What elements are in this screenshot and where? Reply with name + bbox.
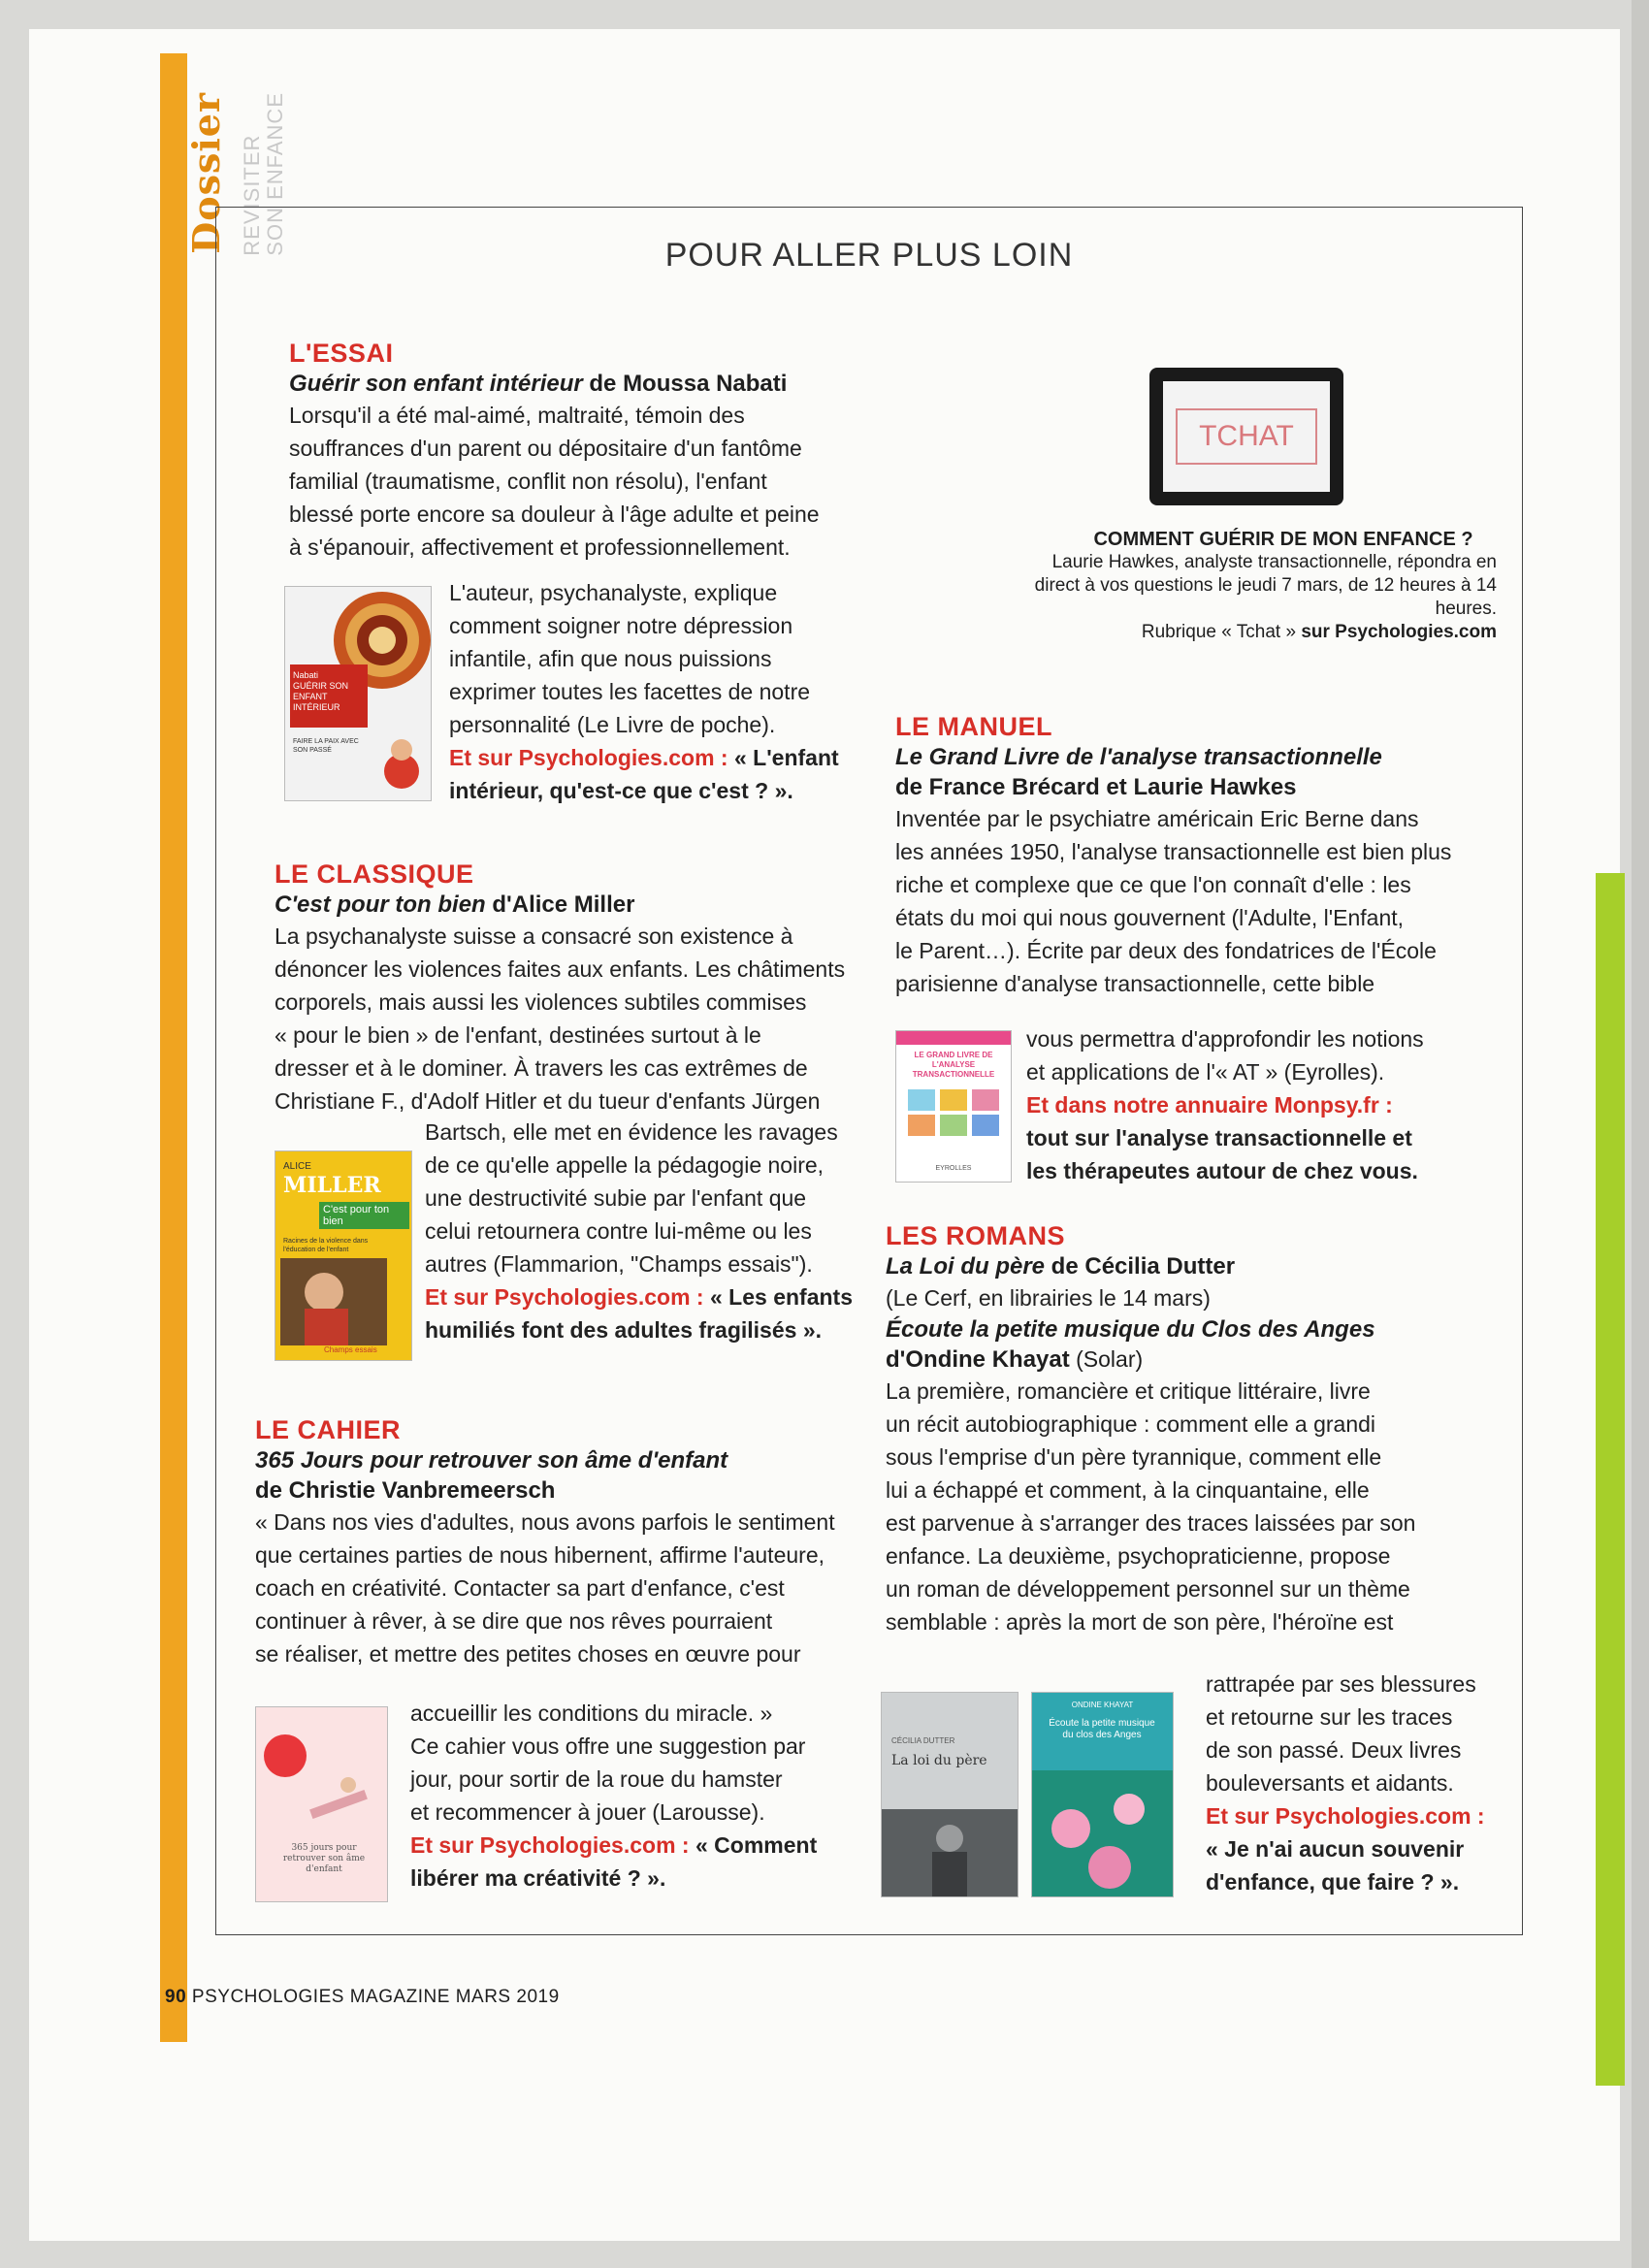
section-body-side: [410, 1697, 876, 1895]
body-line: comment soigner notre dépression: [449, 613, 793, 638]
cover-subtitle: Racines de la violence dans l'éducation de l'enfant: [283, 1238, 369, 1253]
book-cover-classique: [275, 1150, 412, 1361]
section-romans: [886, 1221, 1516, 1895]
body-line: La psychanalyste suisse a consacré son existence à: [275, 923, 793, 949]
web-link-label[interactable]: Et sur Psychologies.com :: [410, 1832, 690, 1858]
body-line: dénoncer les violences faites aux enfants. Les châtiments: [275, 956, 846, 982]
book-title-italic: C'est pour ton bien: [275, 891, 486, 918]
web-link-text[interactable]: « Je n'ai aucun souvenir: [1206, 1836, 1465, 1862]
section-body-side: [425, 1116, 881, 1346]
body-line: et retourne sur les traces: [1206, 1704, 1453, 1730]
section-label: LE CLASSIQUE: [275, 859, 474, 889]
book-author: de France Brécard et Laurie Hawkes: [895, 774, 1297, 800]
body-line: autres (Flammarion, "Champs essais").: [425, 1251, 813, 1277]
cover-author: Nabati: [293, 670, 319, 680]
book-title: Le Grand Livre de l'analyse transactionnelle: [895, 744, 1382, 770]
section-label: LES ROMANS: [886, 1221, 1066, 1250]
book-cover-essai: [284, 586, 432, 801]
body-line: un récit autobiographique : comment elle a grandi: [886, 1411, 1376, 1437]
body-line: de ce qu'elle appelle la pédagogie noire,: [425, 1152, 824, 1178]
tchat-link[interactable]: [992, 621, 1497, 644]
book-title: [289, 369, 871, 399]
cover-text: [293, 670, 365, 713]
cover-title: LE GRAND LIVRE DE L'ANALYSE TRANSACTIONNELLE: [912, 1051, 995, 1079]
web-link-label[interactable]: Et sur Psychologies.com :: [449, 745, 728, 770]
next-page-edge: [1632, 0, 1649, 2268]
body-line: et applications de l'« AT » (Eyrolles).: [1026, 1059, 1385, 1085]
book-author: de Moussa Nabati: [582, 371, 788, 397]
body-line: et recommencer à jouer (Larousse).: [410, 1799, 765, 1825]
cover-art: [1032, 1770, 1173, 1896]
body-line: celui retournera contre lui-même ou les: [425, 1218, 812, 1244]
magazine-issue: PSYCHOLOGIES MAGAZINE MARS 2019: [191, 1987, 560, 2007]
cover-title: 365 jours pour retrouver son âme d'enfant: [282, 1843, 366, 1874]
book-publisher: (Solar): [1069, 1346, 1144, 1372]
book-author: d'Ondine Khayat: [886, 1346, 1070, 1373]
section-body: [275, 920, 876, 1118]
body-line: de son passé. Deux livres: [1206, 1737, 1462, 1763]
cover-series: Champs essais: [324, 1345, 377, 1354]
body-line: « Dans nos vies d'adultes, nous avons parfois le sentiment: [255, 1509, 835, 1535]
body-line: vous permettra d'approfondir les notions: [1026, 1026, 1424, 1052]
body-line: Bartsch, elle met en évidence les ravages: [425, 1119, 838, 1145]
tablet-screen: [1163, 381, 1330, 492]
section-body-side: [449, 576, 876, 807]
book-author-2: [886, 1345, 1516, 1375]
section-body: [895, 802, 1516, 1000]
section-manuel: [895, 712, 1516, 1183]
cover-title: La loi du père: [891, 1753, 987, 1768]
body-line: dresser et à le dominer. À travers les cas extrêmes de: [275, 1055, 808, 1081]
body-line: La première, romancière et critique littéraire, livre: [886, 1378, 1371, 1404]
body-line: souffrances d'un parent ou dépositaire d'un fantôme: [289, 436, 802, 461]
book-cover-manuel: [895, 1030, 1012, 1183]
body-line: Inventée par le psychiatre américain Eric Berne dans: [895, 806, 1419, 831]
section-label: LE CAHIER: [255, 1415, 402, 1444]
book-author: d'Alice Miller: [485, 891, 635, 918]
cover-publisher: EYROLLES: [935, 1165, 972, 1172]
article-frame: [215, 207, 1523, 1935]
page-footer: [165, 1987, 560, 2008]
body-line: sous l'emprise d'un père tyrannique, comment elle: [886, 1444, 1382, 1470]
body-line: le Parent…). Écrite par deux des fondatrices de l'École: [895, 938, 1437, 963]
book-title-italic: La Loi du père: [886, 1253, 1046, 1280]
cover-author: ONDINE KHAYAT: [1071, 1701, 1134, 1709]
body-line: parisienne d'analyse transactionnelle, cette bible: [895, 971, 1375, 996]
body-line: états du moi qui nous gouvernent (l'Adulte, l'Enfant,: [895, 905, 1405, 930]
book-cover-cahier: [255, 1706, 388, 1902]
next-page-green-strip: [1596, 873, 1625, 2086]
book-author: de Cécilia Dutter: [1045, 1253, 1236, 1280]
cover-author-first: ALICE: [283, 1161, 311, 1172]
section-body-side: [1026, 1022, 1511, 1187]
tchat-line: Laurie Hawkes, analyste transactionnelle, répondra en: [1051, 552, 1497, 572]
web-link-text[interactable]: libérer ma créativité ? ».: [410, 1865, 666, 1891]
body-line: semblable : après la mort de son père, l'héroïne est: [886, 1609, 1394, 1635]
cover-art: [280, 1258, 387, 1345]
cover-title: Écoute la petite musique du clos des Anges: [1049, 1718, 1155, 1740]
dossier-subtitle-line2: SON ENFANCE: [263, 92, 287, 256]
tchat-site[interactable]: sur Psychologies.com: [1301, 622, 1497, 642]
body-line: personnalité (Le Livre de poche).: [449, 712, 776, 737]
body-line: L'auteur, psychanalyste, explique: [449, 580, 778, 605]
section-essai: [289, 339, 871, 803]
web-link-text[interactable]: les thérapeutes autour de chez vous.: [1026, 1158, 1418, 1183]
page-title: POUR ALLER PLUS LOIN: [664, 237, 1074, 274]
body-line: corporels, mais aussi les violences subtiles commises: [275, 989, 807, 1015]
dossier-subtitle-line1: REVISITER: [240, 134, 264, 256]
tchat-tablet-illustration: [1149, 368, 1343, 505]
body-line: se réaliser, et mettre des petites choses en œuvre pour: [255, 1641, 801, 1667]
book-title: [275, 890, 876, 920]
body-line: enfance. La deuxième, psychopraticienne, propose: [886, 1543, 1391, 1569]
dossier-tag: Dossier: [184, 92, 228, 254]
cover-title: C'est pour ton bien: [319, 1202, 409, 1229]
section-label: L'ESSAI: [289, 339, 394, 368]
section-body: [886, 1375, 1516, 1638]
body-line: est parvenue à s'arranger des traces laissées par son: [886, 1510, 1416, 1536]
book-title-1: [886, 1251, 1516, 1281]
web-link-text[interactable]: « L'enfant: [728, 745, 839, 770]
body-line: lui a échappé et comment, à la cinquantaine, elle: [886, 1477, 1370, 1503]
body-line: à s'épanouir, affectivement et professionnellement.: [289, 535, 791, 560]
body-line: continuer à rêver, à se dire que nos rêves pourraient: [255, 1608, 773, 1634]
cover-art: [908, 1089, 1000, 1157]
web-link-label[interactable]: Et dans notre annuaire Monpsy.fr :: [1026, 1092, 1393, 1118]
body-line: que certaines parties de nous hibernent, affirme l'auteure,: [255, 1542, 824, 1568]
section-body-side: [1206, 1668, 1516, 1898]
section-color-strip: [160, 53, 187, 2042]
section-classique: [275, 859, 876, 1354]
book-title: 365 Jours pour retrouver son âme d'enfant: [255, 1447, 728, 1474]
body-line: une destructivité subie par l'enfant que: [425, 1185, 807, 1211]
web-link-text[interactable]: intérieur, qu'est-ce que c'est ? ».: [449, 778, 793, 803]
web-link-text[interactable]: humiliés font des adultes fragilisés ».: [425, 1317, 823, 1343]
body-line: un roman de développement personnel sur un thème: [886, 1576, 1410, 1602]
book-author: de Christie Vanbremeersch: [255, 1477, 556, 1504]
tchat-announcement: [992, 528, 1497, 644]
body-line: accueillir les conditions du miracle. »: [410, 1701, 773, 1726]
page-number: 90: [165, 1987, 187, 2007]
cover-art: [882, 1809, 1018, 1896]
body-line: les années 1950, l'analyse transactionnelle est bien plus: [895, 839, 1452, 864]
body-line: exprimer toutes les facettes de notre: [449, 679, 811, 704]
web-link-text[interactable]: « Comment: [689, 1832, 818, 1858]
book-cover-clos-des-anges: [1031, 1692, 1174, 1897]
web-link-text[interactable]: « Les enfants: [703, 1284, 853, 1310]
body-line: familial (traumatisme, conflit non résolu), l'enfant: [289, 469, 767, 494]
body-line: Lorsqu'il a été mal-aimé, maltraité, témoin des: [289, 403, 745, 428]
body-line: blessé porte encore sa douleur à l'âge adulte et peine: [289, 502, 820, 527]
body-line: riche et complexe que ce que l'on connaît d'elle : les: [895, 872, 1411, 897]
cover-title: GUÉRIR SON ENFANT INTÉRIEUR: [293, 681, 349, 712]
body-line: Christiane F., d'Adolf Hitler et du tueur d'enfants Jürgen: [275, 1088, 821, 1114]
cover-author-name: MILLER: [283, 1173, 381, 1198]
web-link-text[interactable]: d'enfance, que faire ? ».: [1206, 1869, 1460, 1895]
body-line: infantile, afin que nous puissions: [449, 646, 772, 671]
tchat-label: TCHAT: [1176, 408, 1317, 465]
section-body: [255, 1506, 876, 1670]
body-line: Ce cahier vous offre une suggestion par: [410, 1733, 806, 1759]
section-label: LE MANUEL: [895, 712, 1052, 741]
tchat-rubrique: Rubrique « Tchat »: [1141, 622, 1302, 642]
cover-band: [896, 1031, 1011, 1045]
book-title-2: Écoute la petite musique du Clos des Anges: [886, 1316, 1375, 1343]
section-body: [289, 399, 871, 564]
section-cahier: [255, 1415, 876, 1891]
book-title-italic: Guérir son enfant intérieur: [289, 371, 583, 397]
body-line: « pour le bien » de l'enfant, destinées surtout à le: [275, 1022, 761, 1048]
web-link-label[interactable]: Et sur Psychologies.com :: [1206, 1803, 1485, 1829]
tchat-heading: COMMENT GUÉRIR DE MON ENFANCE ?: [1093, 529, 1473, 550]
cover-subtitle: FAIRE LA PAIX AVEC SON PASSÉ: [293, 738, 359, 754]
body-line: rattrapée par ses blessures: [1206, 1671, 1476, 1697]
cover-author: CÉCILIA DUTTER: [891, 1736, 955, 1745]
body-line: jour, pour sortir de la roue du hamster: [410, 1766, 783, 1792]
book-publisher-1: (Le Cerf, en librairies le 14 mars): [886, 1285, 1211, 1311]
body-line: coach en créativité. Contacter sa part d'enfance, c'est: [255, 1575, 785, 1601]
web-link-text[interactable]: tout sur l'analyse transactionnelle et: [1026, 1125, 1412, 1150]
body-line: bouleversants et aidants.: [1206, 1770, 1454, 1796]
web-link-label[interactable]: Et sur Psychologies.com :: [425, 1284, 704, 1310]
book-cover-loi-du-pere: [881, 1692, 1018, 1897]
tchat-line: direct à vos questions le jeudi 7 mars, de 12 heures à 14 heures.: [1034, 575, 1497, 619]
